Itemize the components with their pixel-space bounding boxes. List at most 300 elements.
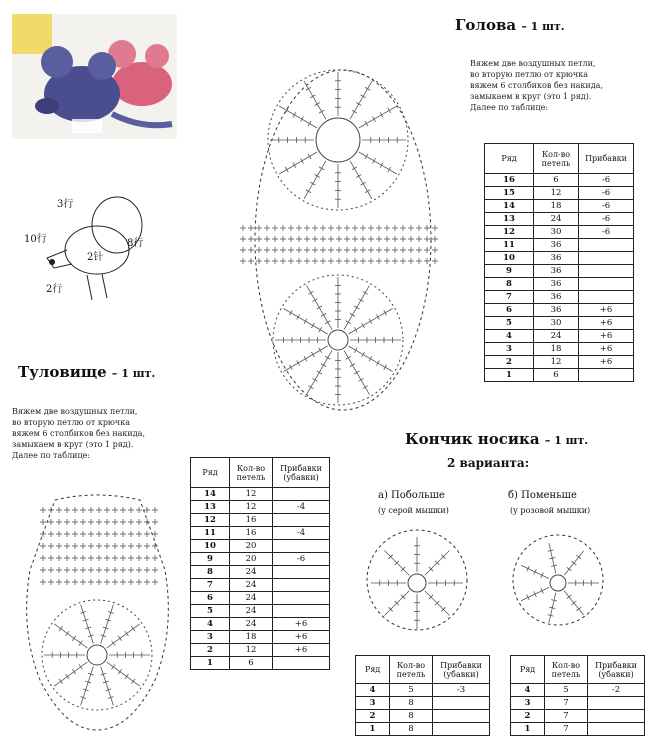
body-cell-inc: [273, 566, 330, 579]
body-cell-inc: -4: [273, 501, 330, 514]
stitch-cross: [308, 386, 313, 389]
nose-b-col-count: Кол-во петель: [545, 656, 588, 684]
stitch-cross: [131, 679, 135, 684]
mice-photo: [12, 14, 177, 139]
stitch-cross: [125, 631, 129, 636]
body-instructions: [12, 406, 187, 461]
body-table-row: [191, 592, 330, 605]
head-table-row: [485, 252, 634, 265]
body-cell-row: 14: [191, 488, 230, 501]
stitch-cross: [308, 291, 313, 294]
stitch-cross: [311, 323, 314, 328]
nose-b-cell-inc: [588, 710, 645, 723]
stitch-line: [101, 605, 114, 644]
stitch-line: [81, 666, 94, 705]
stitch-cross: [310, 182, 315, 185]
nose-b-center: [550, 575, 566, 591]
body-instr-line: замыкаем в круг (это 1 ряд).: [12, 440, 134, 449]
stitch-cross: [346, 321, 351, 324]
white-cloth: [72, 119, 102, 133]
stitch-cross: [350, 313, 355, 316]
body-cell-row: 13: [191, 501, 230, 514]
stitch-cross: [356, 175, 361, 178]
grey-mouse-ear-2: [88, 52, 116, 80]
head-table-row: [485, 278, 634, 291]
nose-a-col-row: Ряд: [356, 656, 390, 684]
body-table-row: [191, 540, 330, 553]
stitch-cross: [325, 321, 330, 324]
nose-b-col-inc: Прибавки (убавки): [588, 656, 645, 684]
body-cell-row: 3: [191, 631, 230, 644]
sketch-label-4: 2针: [87, 252, 104, 263]
head-instr-line: Далее по таблице:: [470, 103, 549, 112]
head-cell-row: 15: [485, 187, 534, 200]
stitch-cross: [293, 112, 296, 117]
head-cell-inc: +6: [579, 343, 634, 356]
head-cell-count: 24: [534, 213, 579, 226]
nose-b-cell-inc: [588, 723, 645, 736]
head-cell-row: 8: [485, 278, 534, 291]
stitch-cross: [79, 641, 83, 646]
head-cell-count: 36: [534, 291, 579, 304]
mice-illustration: [12, 14, 177, 139]
stitch-line: [359, 152, 397, 174]
stitch-cross: [354, 306, 359, 309]
head-col-inc: Прибавки: [579, 144, 634, 174]
nose-qty: – 1 шт.: [544, 434, 589, 447]
stitch-cross: [388, 108, 391, 113]
stitch-line: [279, 152, 317, 174]
body-cell-count: 6: [230, 657, 273, 670]
stitch-cross: [365, 154, 368, 159]
stitch-line: [54, 662, 87, 686]
nose-b-cell-row: 1: [511, 723, 545, 736]
body-table-row: [191, 553, 330, 566]
body-cell-inc: [273, 592, 330, 605]
body-qty: – 1 шт.: [111, 367, 156, 380]
head-crochet-diagram: [228, 40, 458, 420]
head-cell-inc: -6: [579, 200, 634, 213]
stitch-cross: [306, 190, 311, 193]
stitch-line: [359, 106, 397, 128]
nose-a-col-inc: Прибавки (убавки): [433, 656, 490, 684]
pink-mouse-ear-2: [145, 44, 169, 68]
stitch-cross: [297, 360, 300, 365]
grey-mouse-nose: [35, 98, 59, 114]
body-cell-count: 18: [230, 631, 273, 644]
stitch-line: [304, 161, 326, 199]
nose-b-cell-row: 4: [511, 684, 545, 697]
body-cell-inc: -6: [273, 553, 330, 566]
head-cell-row: 16: [485, 174, 534, 187]
stitch-cross: [293, 163, 296, 168]
body-table-row: [191, 501, 330, 514]
body-table-row: [191, 566, 330, 579]
nose-a-cell-row: 2: [356, 710, 390, 723]
nose-b-cell-count: 7: [545, 723, 588, 736]
stitch-cross: [365, 87, 370, 90]
nose-b-cell-count: 7: [545, 697, 588, 710]
body-cell-row: 8: [191, 566, 230, 579]
nose-b-cell-inc: -2: [588, 684, 645, 697]
sketch-label-2: 8行: [127, 238, 144, 249]
body-table-row: [191, 579, 330, 592]
body-cell-count: 24: [230, 566, 273, 579]
stitch-cross: [373, 117, 376, 122]
head-instr-line: замыкаем в круг (это 1 ряд).: [470, 92, 592, 101]
body-instr-line: Далее по таблице:: [12, 451, 91, 460]
sketch-nose-tip: [49, 259, 55, 265]
stitch-cross: [112, 641, 116, 646]
stitch-cross: [354, 371, 359, 374]
head-cell-row: 7: [485, 291, 534, 304]
head-cell-inc: [579, 278, 634, 291]
stitch-cross: [66, 674, 70, 679]
nose-b-cell-row: 2: [511, 710, 545, 723]
head-cell-row: 6: [485, 304, 534, 317]
nose-a-spokes: [371, 537, 463, 629]
head-instr-line: вяжем 6 столбиков без накида,: [470, 81, 603, 90]
stitch-cross: [285, 167, 288, 172]
nose-title-text: Кончик носика: [405, 430, 540, 448]
stitch-line: [107, 662, 140, 686]
body-cell-row: 4: [191, 618, 230, 631]
body-table-row: [191, 657, 330, 670]
head-table-row: [485, 200, 634, 213]
body-table-row: [191, 527, 330, 540]
stitch-cross: [321, 364, 326, 367]
sketch-label-5: 2行: [46, 284, 63, 295]
stitch-line: [101, 666, 114, 705]
stitch-cross: [118, 669, 122, 674]
stitch-cross: [317, 371, 322, 374]
stitch-cross: [300, 117, 303, 122]
body-cell-inc: [273, 579, 330, 592]
head-cell-inc: -6: [579, 187, 634, 200]
stitch-line: [350, 161, 372, 199]
stitch-cross: [362, 323, 365, 328]
stitch-cross: [297, 314, 300, 319]
nose-b-table-row: [511, 697, 645, 710]
head-table: [484, 143, 634, 382]
nose-a-cell-inc: [433, 697, 490, 710]
body-instr-line: во вторую петлю от крючка: [12, 418, 130, 427]
stitch-cross: [321, 313, 326, 316]
body-cell-row: 10: [191, 540, 230, 553]
stitch-cross: [112, 664, 116, 669]
head-cell-inc: -6: [579, 174, 634, 187]
head-cell-inc: -6: [579, 226, 634, 239]
head-cell-inc: [579, 252, 634, 265]
head-table-row: [485, 330, 634, 343]
stitch-cross: [304, 356, 307, 361]
head-col-row: Ряд: [485, 144, 534, 174]
head-cell-row: 9: [485, 265, 534, 278]
body-cell-count: 16: [230, 527, 273, 540]
nose-a-cell-count: 8: [390, 710, 433, 723]
body-table: [190, 457, 330, 670]
nose-b-cell-row: 3: [511, 697, 545, 710]
stitch-cross: [59, 679, 63, 684]
stitch-cross: [361, 95, 366, 98]
stitch-line: [279, 106, 317, 128]
nose-a-table-row: [356, 710, 490, 723]
body-cell-row: 9: [191, 553, 230, 566]
sketch-lines: [87, 274, 107, 300]
body-table-body: [191, 488, 330, 670]
stitch-cross: [576, 607, 581, 611]
body-crochet-diagram: [15, 490, 180, 735]
stitch-cross: [358, 378, 363, 381]
stitch-cross: [319, 327, 322, 332]
head-table-row: [485, 369, 634, 382]
head-cell-count: 18: [534, 200, 579, 213]
nose-a-col-count: Кол-во петель: [390, 656, 433, 684]
stitch-cross: [306, 87, 311, 90]
head-cell-row: 14: [485, 200, 534, 213]
body-col-inc: Прибавки (убавки): [273, 458, 330, 488]
head-cell-count: 36: [534, 265, 579, 278]
body-table-row: [191, 605, 330, 618]
body-cell-inc: +6: [273, 644, 330, 657]
nose-b-table-row: [511, 710, 645, 723]
stitch-cross: [384, 310, 387, 315]
head-table-row: [485, 304, 634, 317]
head-table-row: [485, 343, 634, 356]
stitch-line: [304, 81, 326, 119]
head-cell-inc: +6: [579, 330, 634, 343]
variant-a-label: а) Побольше: [378, 490, 445, 501]
nose-a-cell-inc: [433, 723, 490, 736]
body-cell-row: 1: [191, 657, 230, 670]
body-cell-inc: -4: [273, 527, 330, 540]
stitch-cross: [369, 319, 372, 324]
stitch-cross: [380, 163, 383, 168]
body-instr-line: Вяжем две воздушных петли,: [12, 407, 138, 416]
nose-a-cell-inc: [433, 710, 490, 723]
stitch-cross: [289, 310, 292, 315]
stitch-cross: [312, 299, 317, 302]
head-title-text: Голова: [455, 16, 517, 34]
body-cell-count: 12: [230, 501, 273, 514]
head-table-row: [485, 213, 634, 226]
body-title: [18, 363, 155, 381]
head-cell-row: 4: [485, 330, 534, 343]
body-stitch-rows: [40, 507, 158, 585]
head-title: [455, 16, 565, 34]
head-cell-inc: -6: [579, 213, 634, 226]
stitch-line: [54, 624, 87, 648]
head-table-row: [485, 317, 634, 330]
stitch-cross: [72, 636, 76, 641]
body-table-row: [191, 618, 330, 631]
stitch-cross: [308, 154, 311, 159]
nose-a-cell-count: 8: [390, 697, 433, 710]
nose-title: [405, 430, 588, 448]
head-cell-inc: [579, 239, 634, 252]
stitch-cross: [363, 386, 368, 389]
head-cell-count: 36: [534, 304, 579, 317]
head-cell-count: 6: [534, 369, 579, 382]
stitch-cross: [319, 110, 324, 113]
nose-a-table-body: [356, 684, 490, 736]
body-stitch-spokes: [44, 605, 150, 706]
head-cell-inc: +6: [579, 356, 634, 369]
body-cell-row: 2: [191, 644, 230, 657]
stitch-cross: [311, 352, 314, 357]
stitch-cross: [312, 378, 317, 381]
stitch-cross: [363, 291, 368, 294]
stitch-cross: [572, 601, 577, 605]
stitch-cross: [352, 167, 357, 170]
body-cell-row: 7: [191, 579, 230, 592]
stitch-cross: [285, 108, 288, 113]
stitch-cross: [289, 365, 292, 370]
nose-b-table-body: [511, 684, 645, 736]
body-table-row: [191, 488, 330, 501]
body-cell-row: 12: [191, 514, 230, 527]
head-table-row: [485, 226, 634, 239]
body-cell-count: 24: [230, 605, 273, 618]
body-cell-count: 20: [230, 553, 273, 566]
head-cell-count: 6: [534, 174, 579, 187]
head-instr-line: Вяжем две воздушных петли,: [470, 59, 596, 68]
stitch-cross: [118, 636, 122, 641]
head-stitch-spokes: [270, 72, 406, 403]
head-cell-count: 36: [534, 278, 579, 291]
stitch-line: [350, 81, 372, 119]
head-cell-row: 11: [485, 239, 534, 252]
nose-a-cell-row: 3: [356, 697, 390, 710]
pink-mouse-body: [112, 62, 172, 106]
head-table-body: [485, 174, 634, 382]
head-middle-band: [240, 225, 438, 264]
nose-a-cell-count: 5: [390, 684, 433, 697]
nose-b-outline: [513, 535, 603, 625]
nose-b-cell-count: 5: [545, 684, 588, 697]
stitch-cross: [365, 121, 368, 126]
stitch-cross: [125, 674, 129, 679]
body-col-row: Ряд: [191, 458, 230, 488]
nose-a-cell-count: 8: [390, 723, 433, 736]
head-instructions: [470, 58, 660, 113]
nose-b-cell-inc: [588, 697, 645, 710]
body-outline: [27, 495, 169, 730]
body-cell-count: 24: [230, 579, 273, 592]
nose-a-table-row: [356, 697, 490, 710]
stitch-cross: [567, 595, 572, 599]
head-cell-row: 12: [485, 226, 534, 239]
body-cell-count: 24: [230, 618, 273, 631]
stitch-cross: [361, 182, 366, 185]
body-cell-inc: [273, 657, 330, 670]
head-table-row: [485, 187, 634, 200]
nose-b-spokes: [521, 543, 599, 623]
nose-a-cell-row: 4: [356, 684, 390, 697]
head-cell-row: 10: [485, 252, 534, 265]
stitch-cross: [376, 360, 379, 365]
stitch-cross: [380, 112, 383, 117]
body-cell-inc: [273, 488, 330, 501]
head-table-row: [485, 356, 634, 369]
stitch-cross: [131, 626, 135, 631]
head-cell-count: 12: [534, 187, 579, 200]
head-cell-inc: +6: [579, 317, 634, 330]
head-cell-count: 36: [534, 239, 579, 252]
stitch-cross: [72, 669, 76, 674]
stitch-cross: [369, 356, 372, 361]
nose-a-table-row: [356, 684, 490, 697]
stitch-cross: [319, 167, 324, 170]
stitch-cross: [310, 95, 315, 98]
body-table-row: [191, 631, 330, 644]
stitch-cross: [388, 167, 391, 172]
head-table-row: [485, 239, 634, 252]
body-cell-inc: +6: [273, 631, 330, 644]
head-cell-count: 18: [534, 343, 579, 356]
stitch-cross: [576, 555, 581, 559]
sketch-nose: [47, 250, 72, 268]
nose-b-cell-count: 7: [545, 710, 588, 723]
stitch-cross: [325, 356, 330, 359]
head-cell-row: 5: [485, 317, 534, 330]
head-cell-inc: [579, 265, 634, 278]
body-cell-row: 6: [191, 592, 230, 605]
stitch-line: [81, 605, 94, 644]
sketch-label-3: 10行: [24, 234, 47, 245]
nose-a-table-row: [356, 723, 490, 736]
body-cell-inc: [273, 514, 330, 527]
head-cell-count: 12: [534, 356, 579, 369]
stitch-cross: [300, 158, 303, 163]
stitch-cross: [354, 327, 357, 332]
stitch-cross: [376, 314, 379, 319]
head-table-row: [485, 174, 634, 187]
stitch-cross: [346, 356, 351, 359]
stitch-cross: [352, 110, 357, 113]
stitch-cross: [365, 190, 370, 193]
yellow-pillow: [12, 14, 52, 54]
body-center: [87, 645, 107, 665]
stitch-cross: [572, 561, 577, 565]
nose-a-diagram: [362, 525, 472, 635]
body-cell-count: 20: [230, 540, 273, 553]
nose-b-diagram: [508, 530, 608, 630]
nose-b-table-row: [511, 723, 645, 736]
head-cell-inc: +6: [579, 304, 634, 317]
stitch-cross: [315, 102, 320, 105]
head-cell-count: 30: [534, 317, 579, 330]
stitch-cross: [350, 364, 355, 367]
nose-b-col-row: Ряд: [511, 656, 545, 684]
grey-mouse-tail: [112, 114, 172, 125]
head-cell-row: 1: [485, 369, 534, 382]
body-cell-inc: [273, 540, 330, 553]
body-title-text: Туловище: [18, 363, 107, 381]
mouse-head-sketch: [22, 180, 162, 310]
stitch-cross: [354, 348, 357, 353]
body-cell-count: 12: [230, 488, 273, 501]
head-bottom-center: [328, 330, 348, 350]
stitch-cross: [59, 626, 63, 631]
body-cell-inc: +6: [273, 618, 330, 631]
stitch-cross: [79, 664, 83, 669]
stitch-cross: [356, 102, 361, 105]
head-cell-row: 13: [485, 213, 534, 226]
head-cell-row: 2: [485, 356, 534, 369]
body-cell-count: 24: [230, 592, 273, 605]
body-cell-count: 16: [230, 514, 273, 527]
